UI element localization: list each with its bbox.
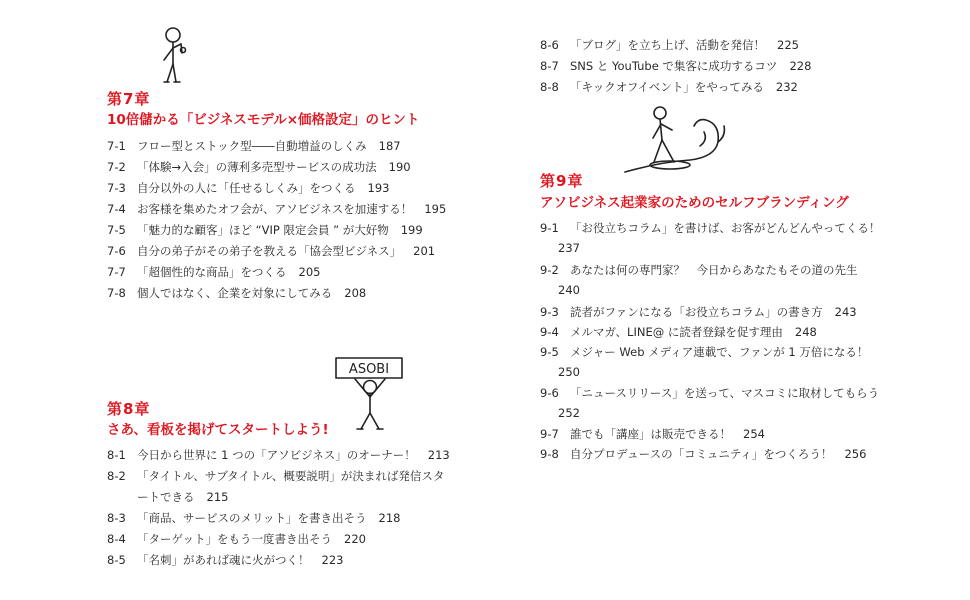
toc-item-9-7[interactable] [540,425,765,443]
toc-item-title: 自分以外の人に「任せるしくみ」をつくる [137,181,356,195]
toc-item-9-1-page-line[interactable] [558,239,580,257]
toc-item-8-2-continued[interactable] [137,488,228,506]
stick-figure-microphone-illustration [155,26,195,88]
chapter-7-number: 第7章 [107,90,151,108]
toc-item-number: 7-8 [107,286,126,300]
toc-item-title: 自分プロデュースの「コミュニティ」をつくろう！ [570,447,833,461]
chapter-8-number: 第8章 [107,400,151,418]
toc-item-title: メルマガ、LINE@ に読者登録を促す理由 [570,325,783,339]
toc-item-title: 「魅力的な顧客」ほど “VIP 限定会員 ” が大好物 [137,223,389,237]
toc-item-number: 7-6 [107,244,126,258]
toc-item-title: 今日から世界に 1 つの「アソビジネス」のオーナー！ [137,448,416,462]
toc-item-title: 「超個性的な商品」をつくる [137,265,287,279]
toc-item-7-1[interactable] [107,137,401,155]
toc-item-page: 248 [794,325,817,339]
toc-item-title: 「名刺」があれば魂に火がつく！ [137,553,310,567]
toc-item-number: 9-6 [540,386,559,400]
toc-item-7-2[interactable] [107,158,411,176]
toc-item-number: 9-8 [540,447,559,461]
toc-item-number: 8-3 [107,511,126,525]
toc-item-7-6[interactable] [107,242,435,260]
toc-item-page: 218 [378,511,401,525]
surfer-wave-illustration [620,102,730,182]
toc-item-title: あなたは何の専門家？ 今日からあなたもその道の先生 [570,263,858,277]
toc-item-page: 215 [206,490,229,504]
toc-item-7-8[interactable] [107,284,366,302]
toc-item-8-7[interactable] [540,57,811,75]
toc-item-8-1[interactable] [107,446,450,464]
toc-item-number: 7-3 [107,181,126,195]
toc-item-title: 「体験→入会」の薄利多売型サービスの成功法 [137,160,377,174]
toc-item-page: 225 [777,38,799,52]
toc-item-number: 8-8 [540,80,559,94]
toc-item-page: 201 [413,244,436,258]
toc-item-number: 7-1 [107,139,126,153]
toc-item-8-2[interactable] [107,467,444,485]
toc-item-9-6-page-line[interactable] [558,404,580,422]
toc-item-page: 228 [789,59,812,73]
toc-item-title: 「ブログ」を立ち上げ、活動を発信！ [570,38,766,52]
toc-item-page: 254 [743,427,765,441]
toc-item-title: メジャー Web メディア連載で、ファンが 1 万倍になる！ [570,345,869,359]
toc-item-8-5[interactable] [107,551,343,569]
toc-item-title: 個人ではなく、企業を対象にしてみる [137,286,333,300]
toc-item-title: 読者がファンになる「お役立ちコラム」の書き方 [570,305,823,319]
toc-item-8-4[interactable] [107,530,366,548]
toc-item-9-2[interactable] [540,261,858,279]
toc-item-number: 8-7 [540,59,559,73]
toc-item-number: 7-5 [107,223,126,237]
chapter-9-title: アソビジネス起業家のためのセルフブランディング [540,195,849,211]
toc-item-title: フロー型とストック型――自動増益のしくみ [137,139,367,153]
toc-item-number: 8-6 [540,38,559,52]
toc-item-9-4[interactable] [540,323,817,341]
chapter-9-number: 第9章 [540,172,584,190]
toc-item-number: 8-1 [107,448,126,462]
toc-item-8-6[interactable] [540,36,799,54]
toc-item-7-3[interactable] [107,179,389,197]
toc-item-title: 誰でも「講座」は販売できる！ [570,427,731,441]
toc-item-page: 190 [388,160,411,174]
toc-item-title-continued: ートできる [137,490,195,504]
toc-item-page: 223 [321,553,344,567]
toc-item-number: 9-7 [540,427,559,441]
toc-item-page: 193 [367,181,390,195]
toc-item-title: 「キックオフイベント」をやってみる [570,80,764,94]
toc-item-9-5-page-line[interactable] [558,363,580,381]
toc-item-page: 187 [378,139,401,153]
toc-item-9-6[interactable] [540,384,879,402]
asobi-sign-text: ASOBI [348,362,390,377]
toc-item-number: 9-4 [540,325,559,339]
toc-item-page: 205 [298,265,321,279]
toc-item-page: 252 [558,406,580,420]
toc-item-9-8[interactable] [540,445,866,463]
toc-item-7-7[interactable] [107,263,320,281]
toc-item-9-1[interactable] [540,219,880,237]
toc-item-title: お客様を集めたオフ会が、アソビジネスを加速する！ [137,202,413,216]
chapter-7-title: 10倍儲かる「ビジネスモデル×価格設定」のヒント [107,112,420,128]
toc-item-page: 195 [424,202,447,216]
toc-item-title: 自分の弟子がその弟子を教える「協会型ビジネス」 [137,244,402,258]
toc-item-number: 9-3 [540,305,559,319]
toc-item-number: 7-4 [107,202,126,216]
toc-item-number: 9-2 [540,263,559,277]
toc-item-9-2-page-line[interactable] [558,281,580,299]
toc-item-number: 9-5 [540,345,559,359]
toc-item-number: 9-1 [540,221,559,235]
toc-item-page: 213 [427,448,450,462]
toc-item-page: 250 [558,365,580,379]
toc-item-page: 243 [834,305,857,319]
toc-item-number: 8-5 [107,553,126,567]
toc-item-number: 8-2 [107,469,126,483]
toc-item-8-8[interactable] [540,78,798,96]
toc-item-page: 220 [344,532,366,546]
toc-item-number: 8-4 [107,532,126,546]
toc-item-9-3[interactable] [540,303,857,321]
toc-item-title: 「タイトル、サブタイトル、概要説明」が決まれば発信スタ [137,469,445,483]
stick-figure-asobi-sign-illustration [333,355,408,433]
toc-item-title: 「ニュースリリース」を送って、マスコミに取材してもらう [570,386,880,400]
toc-item-number: 7-2 [107,160,126,174]
toc-item-title: 「お役立ちコラム」を書けば、お客がどんどんやってくる！ [570,221,881,235]
toc-item-page: 232 [775,80,798,94]
toc-item-page: 199 [400,223,423,237]
toc-item-page: 240 [558,283,580,297]
toc-item-7-5[interactable] [107,221,423,239]
chapter-8-title: さあ、看板を掲げてスタートしよう! [107,422,329,438]
toc-item-title: 「商品、サービスのメリット」を書き出そう [137,511,367,525]
toc-item-7-4[interactable] [107,200,446,218]
toc-item-page: 208 [344,286,367,300]
toc-item-page: 237 [558,241,580,255]
toc-item-title: SNS と YouTube で集客に成功するコツ [570,59,778,73]
toc-item-9-5[interactable] [540,343,868,361]
toc-item-page: 256 [844,447,867,461]
toc-item-8-3[interactable] [107,509,401,527]
toc-item-number: 7-7 [107,265,126,279]
toc-item-title: 「ターゲット」をもう一度書き出そう [137,532,333,546]
